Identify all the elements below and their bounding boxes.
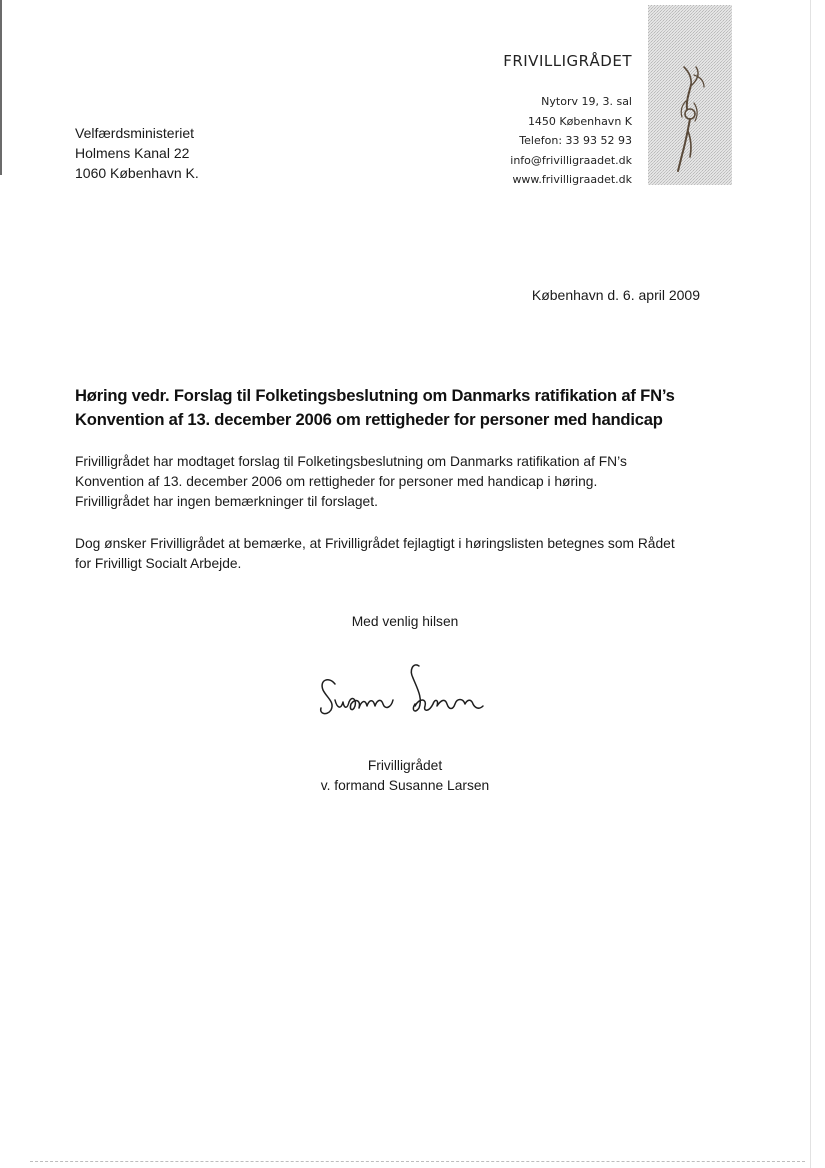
scan-edge-left xyxy=(0,0,2,175)
subject-line: Høring vedr. Forslag til Folketingsbeslutning om Danmarks ratifikation af FN’s xyxy=(75,386,675,405)
letter-subject xyxy=(75,384,755,431)
letterhead-address-line: 1450 København K xyxy=(527,114,632,128)
letterhead-address xyxy=(440,92,632,190)
letterhead-email: info@frivilligraadet.dk xyxy=(510,153,632,167)
subject-line: Konvention af 13. december 2006 om rettigheder for personer med handicap xyxy=(75,409,663,429)
body-line: for Frivilligt Socialt Arbejde. xyxy=(75,556,242,571)
body-paragraph-2 xyxy=(75,534,765,574)
letter-date: København d. 6. april 2009 xyxy=(531,287,700,303)
handwritten-signature xyxy=(315,658,495,723)
recipient-line: Holmens Kanal 22 xyxy=(75,145,190,161)
letterhead-website: www.frivilligraadet.dk xyxy=(512,173,632,186)
scan-edge-bottom xyxy=(30,1160,805,1162)
letterhead-org-name: FRIVILLIGRÅDET xyxy=(503,52,632,70)
body-line: Dog ønsker Frivilligrådet at bemærke, at Frivilligrådet fejlagtigt i høringslisten betegnes som Rådet xyxy=(75,536,675,551)
body-paragraph-1 xyxy=(75,452,765,512)
signer-organization: Frivilligrådet xyxy=(367,758,443,773)
recipient-line: Velfærdsministeriet xyxy=(75,125,195,141)
closing-salutation: Med venlig hilsen xyxy=(351,614,459,629)
letterhead-phone: Telefon: 33 93 52 93 xyxy=(519,134,632,147)
recipient-line: 1060 København K. xyxy=(75,165,199,181)
recipient-address xyxy=(75,123,199,183)
logo-figure-icon xyxy=(648,5,732,185)
signer-name: v. formand Susanne Larsen xyxy=(320,778,490,793)
body-line: Konvention af 13. december 2006 om rettigheder for personer med handicap i høring. xyxy=(75,474,598,489)
scan-edge-right xyxy=(810,0,811,1168)
body-line: Frivilligrådet har ingen bemærkninger til forslaget. xyxy=(75,494,378,509)
body-line: Frivilligrådet har modtaget forslag til Folketingsbeslutning om Danmarks ratifikation af FN’s xyxy=(75,454,627,469)
letterhead-address-line: Nytorv 19, 3. sal xyxy=(541,95,632,108)
